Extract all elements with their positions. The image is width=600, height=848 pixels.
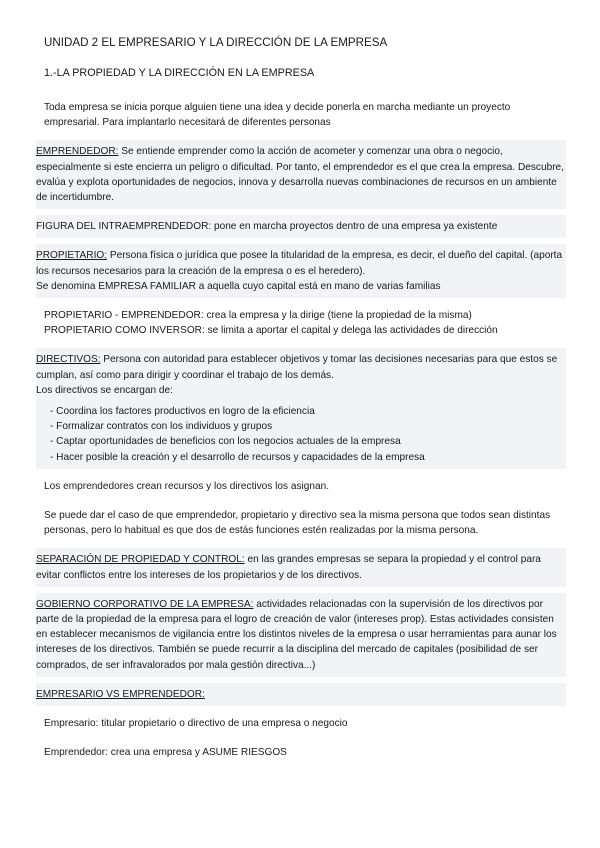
intraemprendedor-text: FIGURA DEL INTRAEMPRENDEDOR: pone en marcha proyectos dentro de una empresa ya existente: [36, 221, 498, 233]
page-title: UNIDAD 2 EL EMPRESARIO Y LA DIRECCIÓN DE LA EMPRESA: [44, 36, 388, 49]
directivos-encargan-text: Los directivos se encargan de:: [36, 384, 173, 396]
emprendedor-def-block: [44, 741, 560, 764]
propietario-roles-block: [44, 304, 560, 342]
emprendedor-def-text: Emprendedor: crea una empresa y ASUME RIESGOS: [44, 747, 287, 759]
propietario-inversor-text: PROPIETARIO COMO INVERSOR: se limita a aportar el capital y delega las actividades de dirección: [44, 325, 498, 337]
directivos-text: Persona con autoridad para establecer objetivos y tomar las decisiones necesarias para que estos se cumplan, así como para dirigir y coordinar el trabajo de los demás.: [36, 354, 558, 381]
directivos-block: [36, 348, 566, 468]
misma-persona-block: [44, 504, 560, 542]
gobierno-text: actividades relacionadas con la supervisión de los directivos por parte de la propiedad de la empresa para el logro de creación de valor (intereses prop). Estas actividades consisten en establecer mecanismos de vigilancia entre los distintos niveles de la empresa o usar herramientas para aunar los intereses de los directivos. También se puede recurrir a la disciplina del mercado de capitales (posibilidad de ser comprados, de ser infravalorados por mala gestión directiva...): [36, 598, 557, 671]
propietario-term: PROPIETARIO:: [36, 250, 108, 262]
misma-persona-text: Se puede dar el caso de que emprendedor, propietario y directivo sea la misma persona que todos sean distintas personas, pero lo habitual es que dos de estás funciones estén realizadas por la misma persona.: [44, 510, 551, 537]
separacion-term: SEPARACIÓN DE PROPIEDAD Y CONTROL:: [36, 554, 245, 566]
emprendedor-text: Se entiende emprender como la acción de acometer y comenzar una obra o negocio, especialmente si este encierra un peligro o dificultad. Por tanto, el emprendedor es el que crea la empresa. Descubre, evalúa y explota oportunidades de negocios, innova y desarrolla nuevas combinaciones de recursos en un ambiente de incertidumbre.: [36, 146, 564, 204]
list-item: - Captar oportunidades de beneficios con los negocios actuales de la empresa: [50, 436, 401, 448]
gobierno-paragraph: [36, 597, 566, 673]
list-item: - Formalizar contratos con los individuos y grupos: [50, 421, 273, 433]
intraemprendedor-block: [36, 215, 566, 238]
separacion-paragraph: [36, 552, 566, 582]
intro-paragraph: [44, 96, 560, 134]
separacion-block: [36, 548, 566, 586]
directivos-paragraph: [36, 352, 566, 382]
directivos-term: DIRECTIVOS:: [36, 354, 101, 366]
crean-recursos-text: Los emprendedores crean recursos y los directivos los asignan.: [44, 480, 330, 492]
empresario-vs-block: [36, 683, 566, 706]
propietario-text: Persona física o jurídica que posee la titularidad de la empresa, es decir, el dueño del capital. (aporta los recursos necesarios para la creación de la empresa o es el heredero).: [36, 250, 563, 277]
propietario-paragraph: [36, 248, 566, 278]
empresario-def-text: Empresario: titular propietario o directivo de una empresa o negocio: [44, 718, 348, 730]
propietario-emprendedor-text: PROPIETARIO - EMPRENDEDOR: crea la empresa y la dirige (tiene la propiedad de la misma): [44, 310, 472, 322]
section-heading: 1.-LA PROPIEDAD Y LA DIRECCIÓN EN LA EMPRESA: [44, 67, 315, 79]
intro-text: Toda empresa se inicia porque alguien tiene una idea y decide ponerla en marcha mediante un proyecto empresarial. Para implantarlo necesitará de diferentes personas: [44, 102, 511, 129]
crean-recursos-block: [44, 475, 560, 498]
empresa-familiar-text: Se denomina EMPRESA FAMILIAR a aquella cuyo capital está en mano de varias familias: [36, 280, 441, 292]
list-item: - Hacer posible la creación y el desarrollo de recursos y capacidades de la empresa: [50, 451, 425, 463]
separacion-text: en las grandes empresas se separa la propiedad y el control para evitar conflictos entre los intereses de los propietarios y de los directivos.: [36, 554, 541, 581]
gobierno-term: GOBIERNO CORPORATIVO DE LA EMPRESA:: [36, 598, 254, 610]
directivos-list: [36, 404, 566, 465]
empresario-def-block: [44, 712, 560, 735]
emprendedor-block: [36, 140, 566, 209]
gobierno-block: [36, 593, 566, 677]
emprendedor-paragraph: [36, 144, 566, 205]
emprendedor-term: EMPRENDEDOR:: [36, 146, 119, 158]
list-item: - Coordina los factores productivos en logro de la eficiencia: [50, 406, 315, 418]
empresario-vs-heading: EMPRESARIO VS EMPRENDEDOR:: [36, 688, 205, 700]
propietario-block: [36, 244, 566, 298]
